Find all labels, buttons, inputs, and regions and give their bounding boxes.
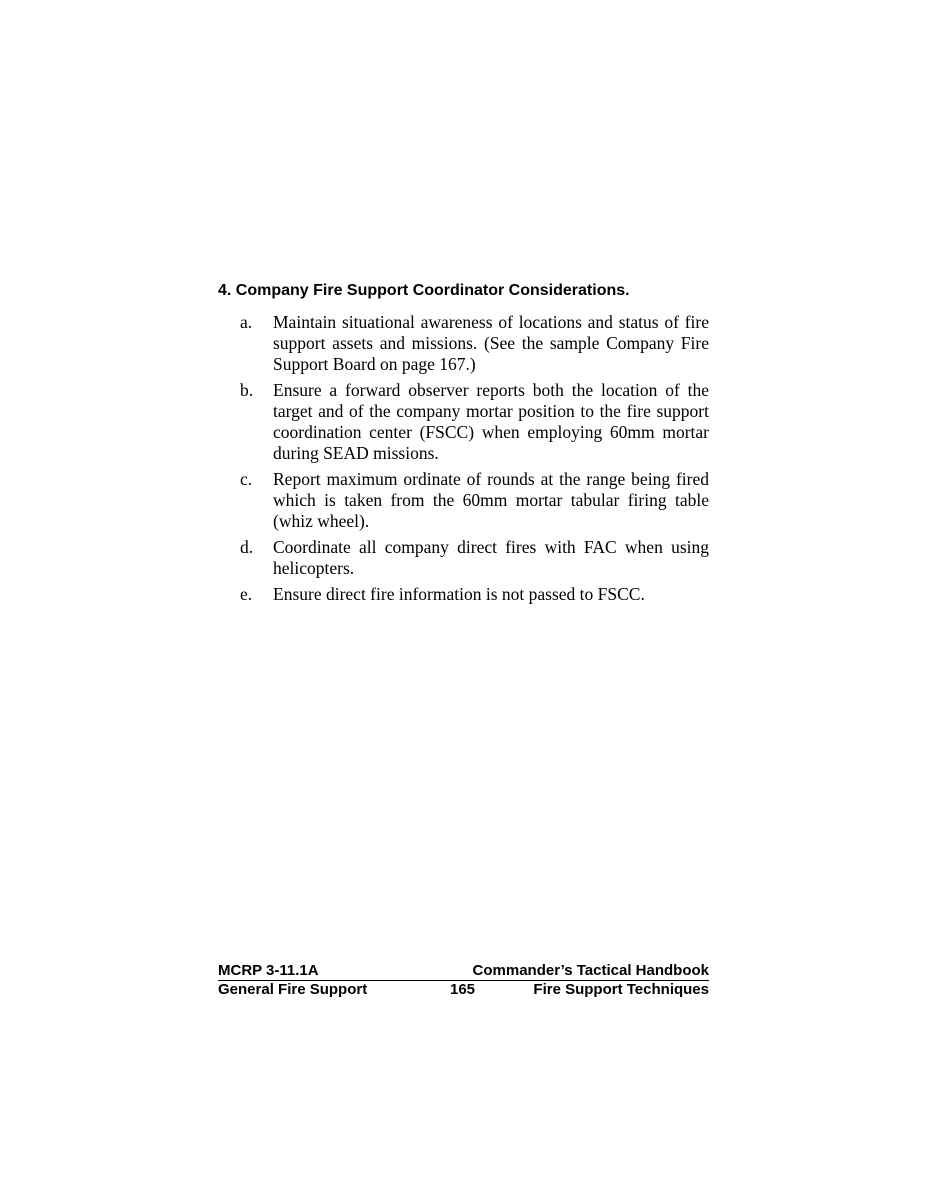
list-item-letter: b. bbox=[240, 380, 254, 400]
list-item bbox=[240, 312, 709, 375]
considerations-list bbox=[240, 312, 709, 610]
list-item-letter: a. bbox=[240, 312, 253, 332]
list-item-letter: e. bbox=[240, 584, 253, 604]
chapter-title: General Fire Support bbox=[218, 981, 368, 998]
book-title: Commander’s Tactical Handbook bbox=[472, 962, 709, 979]
list-item bbox=[240, 537, 709, 579]
page-footer bbox=[218, 962, 709, 999]
list-item-text: Ensure a forward observer reports both the location of the target and of the company mortar position to the fire support coordination center (FSCC) when employing 60mm mortar during SEAD missions. bbox=[273, 380, 709, 463]
page-number: 165 bbox=[450, 981, 476, 998]
list-item bbox=[240, 584, 709, 605]
list-item-letter: d. bbox=[240, 537, 254, 557]
footer-bottom-row bbox=[218, 981, 709, 999]
section-title: Fire Support Techniques bbox=[533, 981, 709, 998]
publication-number: MCRP 3-11.1A bbox=[218, 962, 319, 979]
footer-top-row bbox=[218, 962, 709, 980]
list-item-text: Maintain situational awareness of locations and status of fire support assets and missions. (See the sample Company Fire Support Board on page 167.) bbox=[273, 312, 709, 374]
list-item bbox=[240, 380, 709, 464]
list-item-letter: c. bbox=[240, 469, 253, 489]
list-item-text: Ensure direct fire information is not passed to FSCC. bbox=[273, 584, 645, 604]
list-item bbox=[240, 469, 709, 532]
section-heading: 4. Company Fire Support Coordinator Considerations. bbox=[218, 282, 630, 299]
list-item-text: Coordinate all company direct fires with FAC when using helicopters. bbox=[273, 537, 709, 578]
list-item-text: Report maximum ordinate of rounds at the range being fired which is taken from the 60mm mortar tabular firing table (whiz wheel). bbox=[273, 469, 709, 531]
